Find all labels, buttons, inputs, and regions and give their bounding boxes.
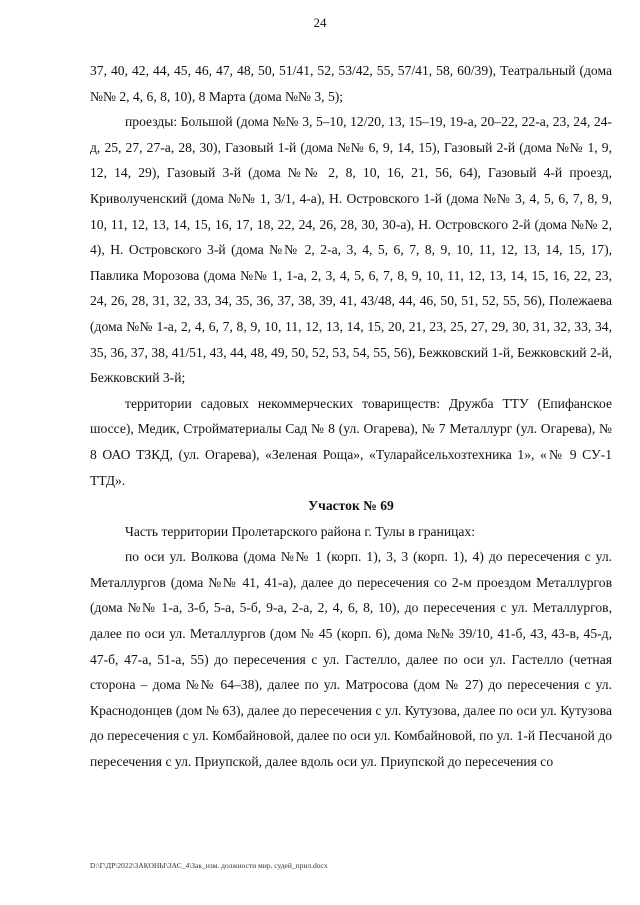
document-body [90, 58, 612, 775]
paragraph-passages: проезды: Большой (дома №№ 3, 5–10, 12/20, 13, 15–19, 19-а, 20–22, 22-а, 23, 24, 24-д, 25, 27, 27-а, 28, 30), Газовый 1-й (дома №№ 6, 9, 14, 15), Газовый 2-й (дома №№ 1, 9, 12, 14, 29), Газовый 3-й (дома №№ 2, 8, 10, 16, 21, 56, 64), Газовый 4-й проезд, Криволученский (дома №№ 1, 3/1, 4-а), Н. Островского 1-й (дома №№ 3, 4, 5, 6, 7, 8, 9, 10, 11, 12, 13, 14, 15, 16, 17, 18, 22, 24, 26, 28, 30, 30-а), Н. Островского 2-й (дома №№ 2, 4), Н. Островского 3-й (дома №№ 2, 2-а, 3, 4, 5, 6, 7, 8, 9, 10, 11, 12, 13, 14, 15, 17), Павлика Морозова (дома №№ 1, 1-а, 2, 3, 4, 5, 6, 7, 8, 9, 10, 11, 12, 13, 14, 15, 16, 22, 23, 24, 26, 28, 31, 32, 33, 34, 35, 36, 37, 38, 39, 41, 43/48, 44, 46, 50, 51, 52, 55, 56), Полежаева (дома №№ 1-а, 2, 4, 6, 7, 8, 9, 10, 11, 12, 13, 14, 15, 20, 21, 23, 25, 27, 29, 30, 31, 32, 33, 34, 35, 36, 37, 38, 41/51, 43, 44, 48, 49, 50, 52, 53, 54, 55, 56), Бежковский 1-й, Бежковский 2-й, Бежковский 3-й; [90, 114, 612, 386]
section-heading: Участок № 69 [308, 498, 394, 514]
paragraph-streets-continued: 37, 40, 42, 44, 45, 46, 47, 48, 50, 51/41, 52, 53/42, 55, 57/41, 58, 60/39), Театральный (дома №№ 2, 4, 6, 8, 10), 8 Марта (дома №№ 3, 5); [90, 63, 612, 104]
page-number: 24 [313, 15, 327, 30]
paragraph-boundaries: по оси ул. Волкова (дома №№ 1 (корп. 1), 3, 3 (корп. 1), 4) до пересечения с ул. Металлургов (дома №№ 41, 41-а), далее до пересечения со 2-м проездом Металлургов (дома №№ 1-а, 3-б, 5-а, 5-б, 9-а, 2-а, 2, 4, 6, 8, 10), до пересечения с ул. Металлургов, далее по оси ул. Металлургов (дом № 45 (корп. 6), дома №№ 39/10, 41-б, 43, 43-в, 45-д, 47-б, 47-а, 51-а, 55) до пересечения с ул. Гастелло, далее по оси ул. Гастелло (четная сторона – дома №№ 64–38), далее по ул. Матросова (дом № 27) до пересечения с ул. Краснодонцев (дом № 63), далее до пересечения с ул. Кутузова, далее по оси ул. Кутузова до пересечения с ул. Комбайновой, далее по оси ул. Комбайновой, по ул. 1-й Песчаной до пересечения с ул. Приупской, далее вдоль оси ул. Приупской до пересечения со [90, 549, 612, 770]
footer-file-path: D:\Г\ДР\2022\ЗАКОНЫ\ЗАС_4\Зак_изм. должности мир. судей_прил.docx [90, 861, 328, 870]
paragraph-garden-associations: территории садовых некоммерческих товариществ: Дружба ТТУ (Епифанское шоссе), Медик, Стройматериалы Сад № 8 (ул. Огарева), № 7 Металлург (ул. Огарева), № 8 ОАО ТЗКД, (ул. Огарева), «Зеленая Роща», «Туларайсельхозтехника 1», «№ 9 СУ-1 ТТД». [90, 395, 612, 488]
paragraph-territory-intro: Часть территории Пролетарского района г. Тулы в границах: [125, 523, 475, 539]
